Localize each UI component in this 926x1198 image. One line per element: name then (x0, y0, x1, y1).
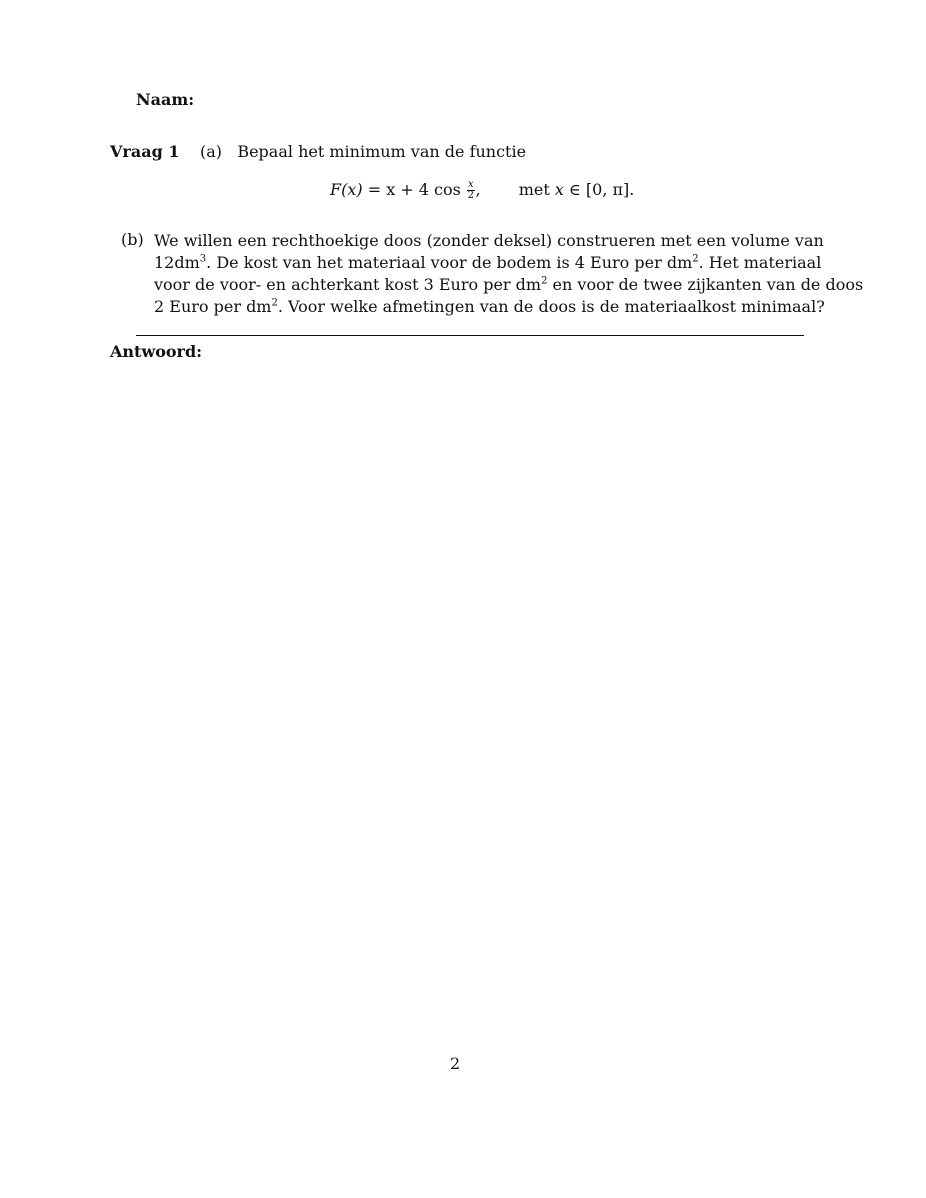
part-a (200, 142, 526, 161)
formula-comma: , (475, 180, 481, 199)
part-b-text (154, 230, 864, 318)
part-a-marker: (a) (200, 142, 223, 161)
formula (330, 180, 634, 201)
question-label: Vraag 1 (110, 142, 180, 161)
part-b-line-2: $12dm^3$. De kost van het materiaal voor de bodem is 4 Euro per $dm^2$. Het materiaal (154, 253, 822, 272)
fraction-denominator: 2 (467, 190, 474, 201)
answer-label: Antwoord: (110, 342, 203, 361)
horizontal-rule (136, 335, 804, 336)
formula-eq: = x + 4 cos (362, 180, 466, 199)
formula-lhs: F(x) (330, 180, 363, 199)
fraction-numerator: x (467, 179, 474, 190)
formula-fraction (467, 180, 475, 201)
part-b-marker: (b) (121, 230, 144, 249)
part-b-line-1: We willen een rechthoekige doos (zonder deksel) construeren met een volume van (154, 231, 824, 250)
formula-domain-var: x (554, 180, 564, 199)
page-number: 2 (450, 1054, 461, 1073)
part-b-line-4: 2 Euro per $dm^2$. Voor welke afmetingen van de doos is de materiaalkost minimaal? (154, 297, 825, 316)
part-a-text: Bepaal het minimum van de functie (237, 142, 527, 161)
formula-domain-rest: ∈ [0, π]. (563, 180, 635, 199)
part-b-line-3: voor de voor- en achterkant kost 3 Euro per $dm^2$ en voor de twee zijkanten van de doos (154, 275, 864, 294)
name-label: Naam: (136, 90, 195, 109)
formula-domain-prefix: met (518, 180, 555, 199)
